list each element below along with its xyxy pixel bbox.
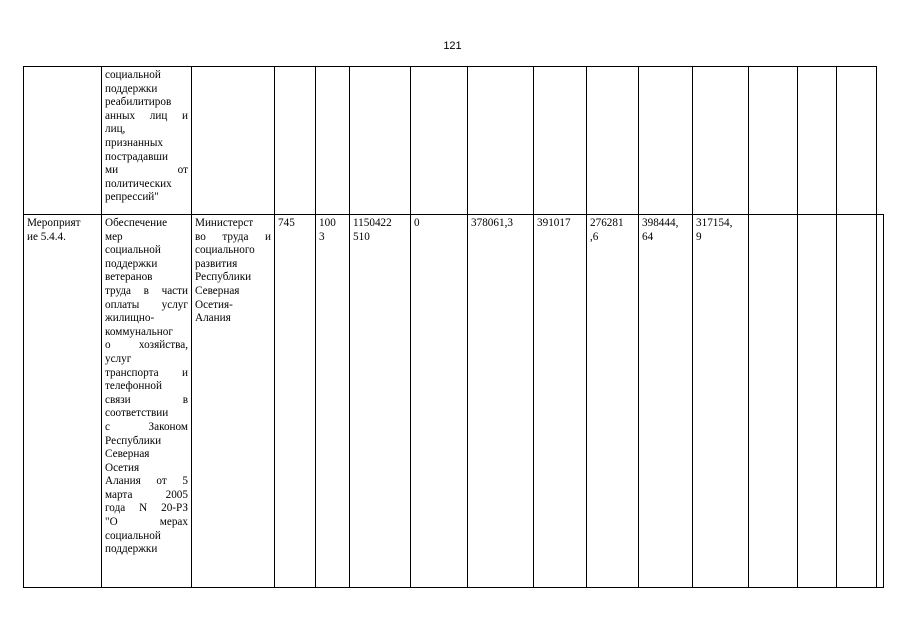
- value-cell: [411, 215, 468, 588]
- value-cell: [411, 67, 468, 215]
- cell-line: транспорта и: [105, 366, 188, 379]
- cell-line: социального: [195, 244, 255, 257]
- cell-line: поддержки: [105, 82, 158, 95]
- value-cell: [316, 67, 350, 215]
- value-cell: [468, 67, 534, 215]
- cell-line: политических: [105, 177, 172, 190]
- value-cell: [350, 215, 411, 588]
- cell-line: поддержки: [105, 257, 158, 270]
- value-cell: [534, 215, 587, 588]
- cell-line: о хозяйства,: [105, 339, 188, 352]
- page-number: 121: [443, 40, 462, 52]
- cell-line: 378061,3: [471, 217, 513, 229]
- value-cell: [350, 67, 411, 215]
- cell-line: признанных: [105, 136, 164, 149]
- cell-line: 0: [414, 217, 420, 229]
- cell-line: развития: [195, 257, 238, 270]
- cell-line: Мероприят: [27, 217, 81, 229]
- cell-line: Республики: [195, 271, 252, 284]
- cell-line: коммунальног: [105, 325, 173, 338]
- cell-line: социальной: [105, 69, 161, 81]
- code-cell: [24, 67, 102, 215]
- value-cell: [468, 215, 534, 588]
- cell-line: "О мерах: [105, 516, 188, 529]
- cell-line: телефонной: [105, 380, 162, 393]
- value-cell: [639, 215, 693, 588]
- cell-line: Алания от 5: [105, 475, 188, 488]
- value-cell: [837, 67, 877, 215]
- code-cell: [24, 215, 102, 588]
- value-cell: [639, 67, 693, 215]
- cell-line: лиц,: [105, 123, 126, 136]
- value-cell: [534, 67, 587, 215]
- value-cell: [316, 215, 350, 588]
- cell-line: 64: [642, 230, 654, 243]
- cell-line: Северная: [195, 284, 240, 297]
- cell-line: пострадавши: [105, 150, 168, 163]
- cell-line: ,6: [590, 230, 599, 243]
- value-cell: [275, 215, 316, 588]
- cell-line: 3: [319, 230, 325, 243]
- value-cell: [693, 67, 749, 215]
- cell-line: соответствии: [105, 407, 169, 420]
- cell-line: социальной: [105, 529, 161, 542]
- cell-line: связи в: [105, 393, 188, 406]
- cell-line: ие 5.4.4.: [27, 230, 66, 243]
- cell-line: труда в части: [105, 284, 188, 297]
- cell-line: 100: [319, 217, 336, 229]
- executor-cell: [192, 67, 275, 215]
- cell-line: Северная: [105, 448, 150, 461]
- cell-line: года N 20-РЗ: [105, 502, 188, 515]
- executor-cell: [192, 215, 275, 588]
- cell-line: Осетия-: [195, 298, 233, 311]
- cell-line: жилищно-: [105, 312, 155, 325]
- cell-line: мер: [105, 230, 123, 243]
- value-cell: [587, 215, 639, 588]
- cell-line: услуг: [105, 352, 132, 365]
- cell-line: Алания: [195, 312, 231, 325]
- cell-line: 1150422: [353, 217, 392, 229]
- cell-line: 398444,: [642, 217, 679, 229]
- cell-line: оплаты услуг: [105, 298, 188, 311]
- budget-table: [23, 66, 884, 588]
- cell-line: 510: [353, 230, 370, 243]
- cell-line: ми от: [105, 164, 188, 177]
- value-cell: [877, 215, 884, 588]
- cell-line: с Законом: [105, 420, 188, 433]
- cell-line: реабилитиров: [105, 96, 172, 109]
- cell-line: Министерст: [195, 217, 254, 229]
- cell-line: 9: [696, 230, 702, 243]
- table-row: [24, 215, 884, 588]
- cell-line: 745: [278, 217, 295, 229]
- cell-line: поддержки: [105, 543, 158, 556]
- cell-line: 317154,: [696, 217, 733, 229]
- cell-line: Обеспечение: [105, 217, 168, 229]
- cell-line: марта 2005: [105, 488, 188, 501]
- name-cell: [102, 67, 192, 215]
- value-cell: [749, 67, 798, 215]
- value-cell: [837, 215, 877, 588]
- cell-line: Республики: [105, 434, 162, 447]
- cell-line: анных лиц и: [105, 109, 188, 122]
- name-cell: [102, 215, 192, 588]
- table-row: [24, 67, 884, 215]
- cell-line: 276281: [590, 217, 624, 229]
- cell-line: во труда и: [195, 230, 271, 243]
- value-cell: [587, 67, 639, 215]
- value-cell: [693, 215, 749, 588]
- value-cell: [798, 215, 837, 588]
- value-cell: [749, 215, 798, 588]
- cell-line: ветеранов: [105, 271, 153, 284]
- cell-line: социальной: [105, 244, 161, 257]
- value-cell: [798, 67, 837, 215]
- value-cell: [275, 67, 316, 215]
- cell-line: 391017: [537, 217, 571, 229]
- cell-line: Осетия: [105, 461, 140, 474]
- cell-line: репрессий": [105, 191, 159, 204]
